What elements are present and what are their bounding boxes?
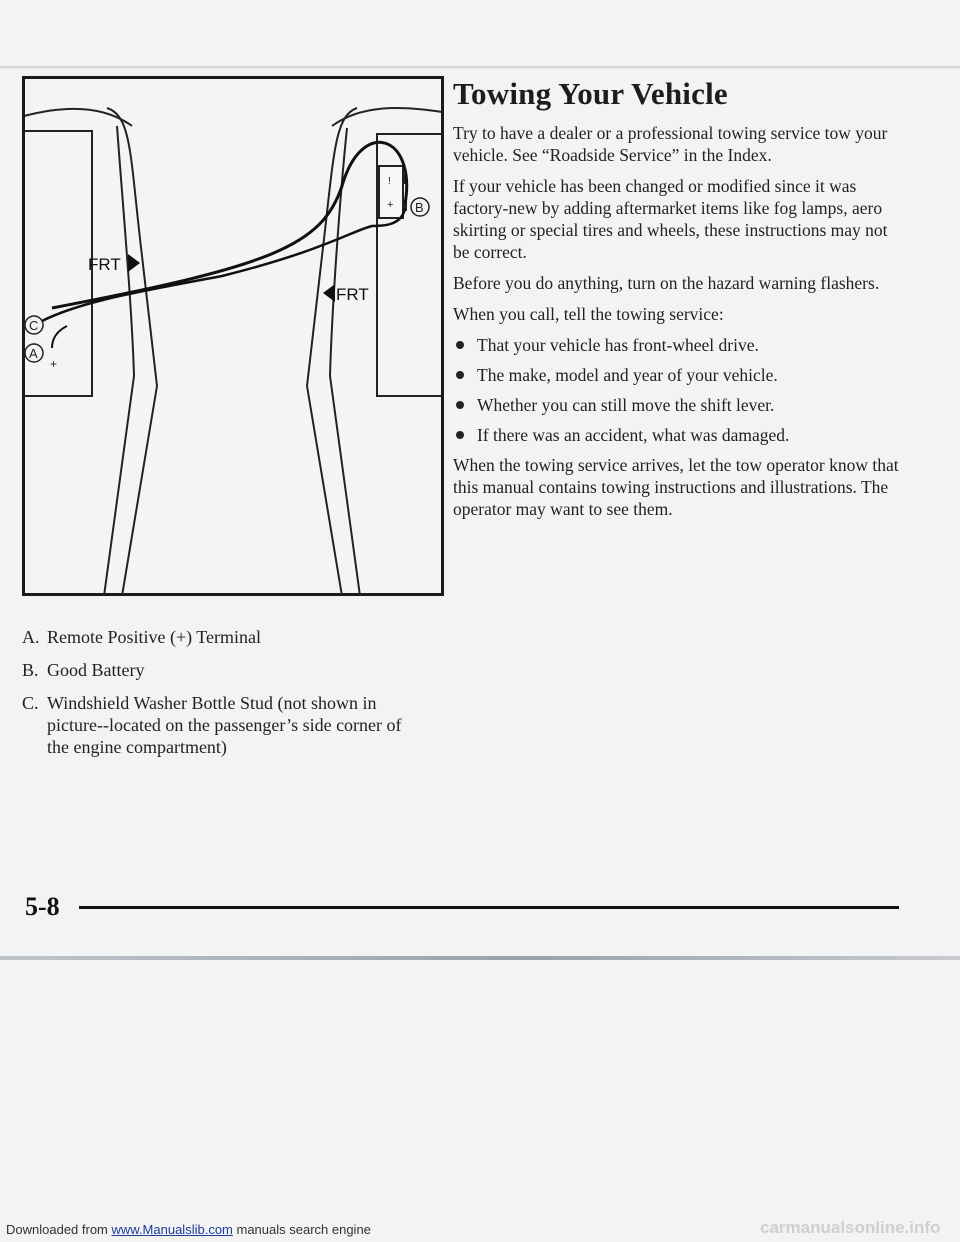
section-title: Towing Your Vehicle: [453, 76, 728, 111]
battery-negative-mark: !: [388, 176, 391, 187]
caption-item: [22, 659, 422, 681]
towing-section: [453, 76, 903, 529]
label-c: C: [29, 318, 39, 333]
bullet-item: [453, 394, 903, 416]
bullet-text: That your vehicle has front-wheel drive.: [477, 335, 759, 355]
footer-prefix: Downloaded from: [6, 1222, 112, 1237]
bullet-item: [453, 364, 903, 386]
bullet-text: The make, model and year of your vehicle.: [477, 365, 778, 385]
caption-letter: A.: [22, 627, 40, 647]
caption-text: Good Battery: [47, 660, 145, 680]
frt-right-label: FRT: [336, 285, 369, 304]
bottom-divider: [0, 956, 960, 960]
top-divider: [0, 66, 960, 69]
bullet-dot-icon: [456, 371, 464, 379]
bullet-item: [453, 334, 903, 356]
battery-positive-mark: +: [387, 199, 394, 211]
watermark: carmanualsonline.info: [760, 1218, 941, 1237]
page-number: 5-8: [25, 892, 60, 921]
remote-terminal-plus: +: [50, 357, 58, 371]
bullet-text: If there was an accident, what was damaged.: [477, 425, 790, 445]
bullet-text: Whether you can still move the shift lever.: [477, 395, 775, 415]
bullet-dot-icon: [456, 341, 464, 349]
paragraph: When the towing service arrives, let the tow operator know that this manual contains towing instructions and illustrations. The operator may want to see them.: [453, 455, 899, 519]
manualslib-link[interactable]: www.Manualslib.com: [111, 1222, 233, 1237]
page-rule: [79, 906, 899, 909]
figure-captions: [22, 626, 422, 769]
label-a: A: [29, 346, 38, 361]
caption-text: Windshield Washer Bottle Stud (not shown in picture--located on the passenger’s side corner of the engine compartment): [47, 693, 402, 757]
paragraph: When you call, tell the towing service:: [453, 304, 724, 324]
bullet-item: [453, 424, 903, 446]
caption-item: [22, 626, 422, 648]
label-b: B: [415, 200, 424, 215]
paragraph: If your vehicle has been changed or modified since it was factory-new by adding aftermarket items like fog lamps, aero skirting or special tires and wheels, these instructions may not be correct.: [453, 176, 888, 262]
caption-text: Remote Positive (+) Terminal: [47, 627, 262, 647]
bullet-dot-icon: [456, 431, 464, 439]
caption-letter: C.: [22, 693, 39, 713]
caption-item: [22, 692, 422, 758]
paragraph: Before you do anything, turn on the hazard warning flashers.: [453, 273, 880, 293]
frt-left-label: FRT: [88, 255, 121, 274]
paragraph: Try to have a dealer or a professional towing service tow your vehicle. See “Roadside Service” in the Index.: [453, 123, 888, 165]
jump-start-illustration: [22, 76, 444, 596]
bullet-dot-icon: [456, 401, 464, 409]
caption-letter: B.: [22, 660, 39, 680]
jump-start-diagram: [22, 76, 444, 596]
footer-suffix: manuals search engine: [232, 1222, 371, 1237]
download-footer: [6, 1222, 371, 1237]
